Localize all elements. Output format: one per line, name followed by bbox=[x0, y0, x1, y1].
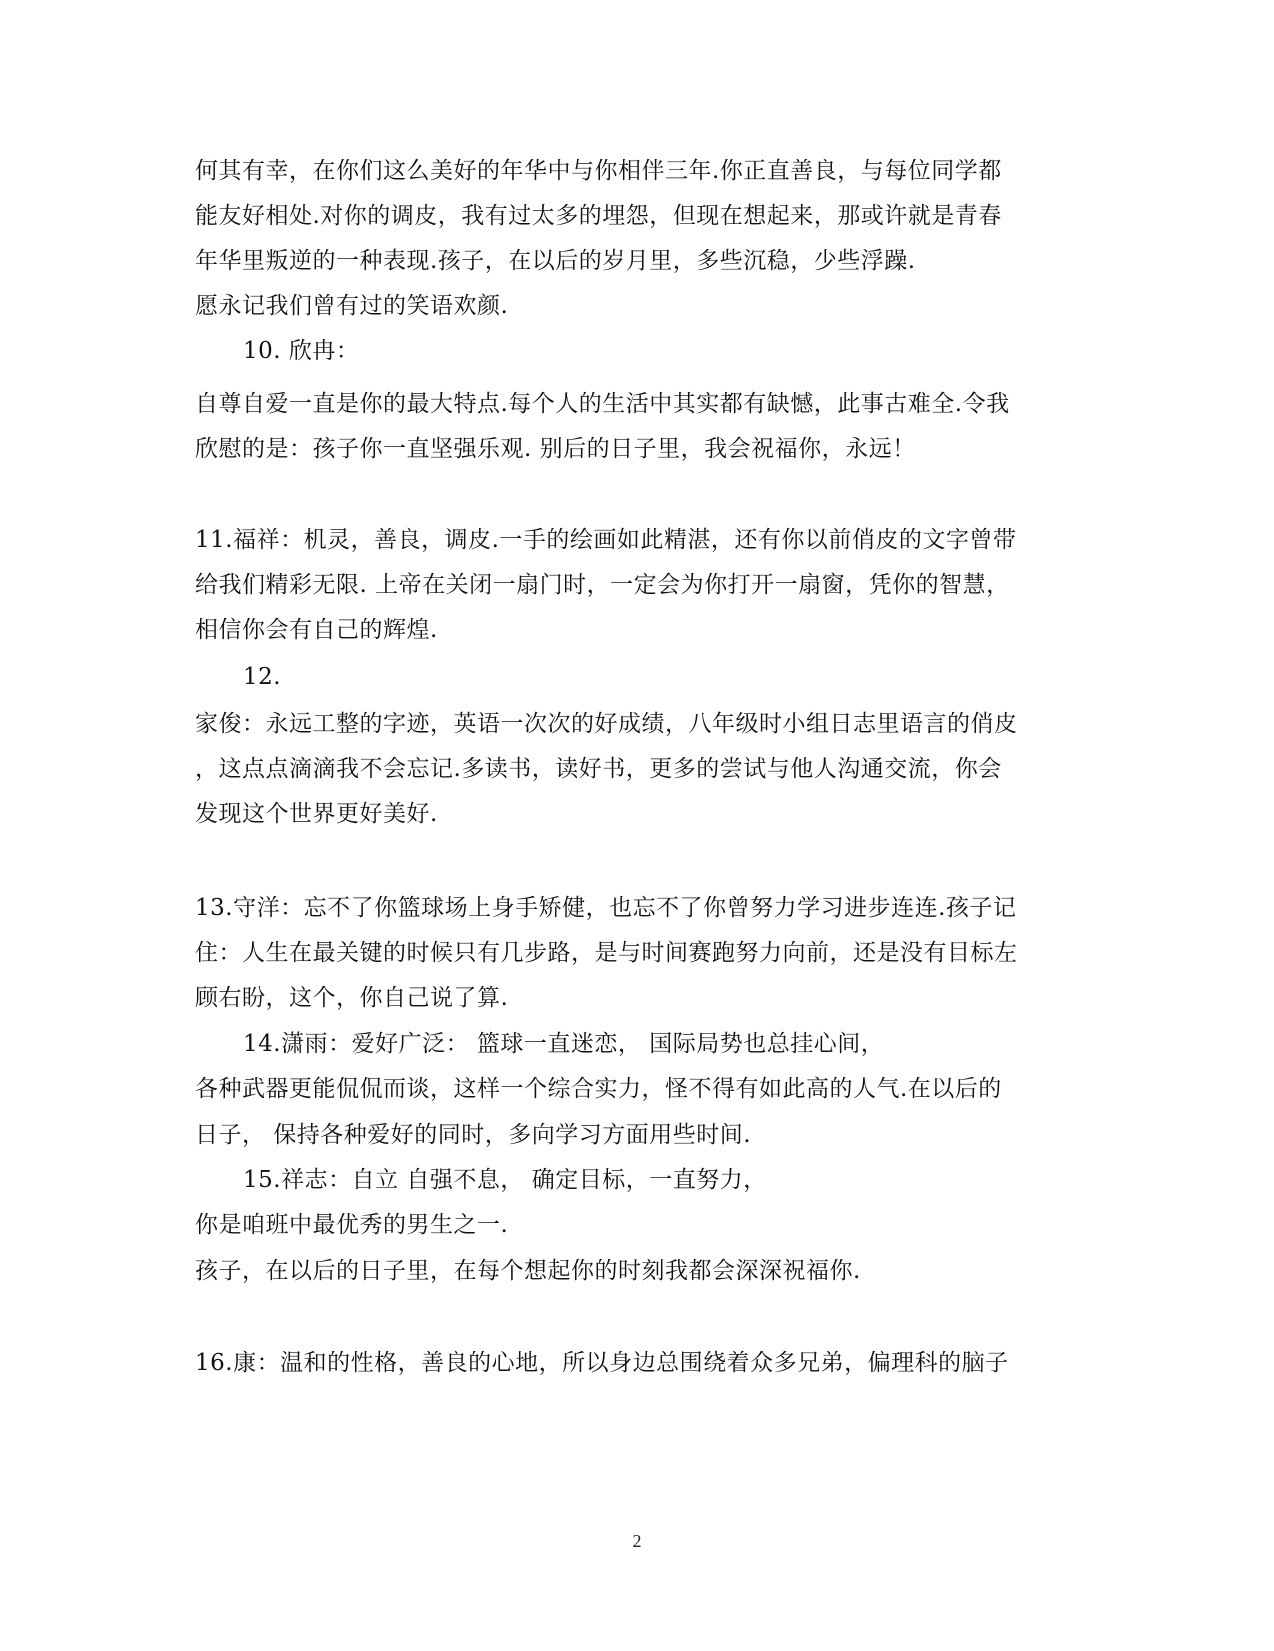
text-line: 11.福祥：机灵，善良，调皮.一手的绘画如此精湛，还有你以前俏皮的文字曾带 bbox=[195, 527, 1017, 553]
text-line: ，这点点滴滴我不会忘记.多读书，读好书，更多的尝试与他人沟通交流，你会 bbox=[195, 756, 1002, 782]
text-line: 相信你会有自己的辉煌. bbox=[195, 617, 438, 643]
text-line: 能友好相处.对你的调皮，我有过太多的埋怨，但现在想起来，那或许就是青春 bbox=[195, 203, 1002, 229]
item-heading: 14.潇雨：爱好广泛： 篮球一直迷恋， 国际局势也总挂心间， bbox=[243, 1031, 885, 1057]
text-line: 孩子，在以后的日子里，在每个想起你的时刻我都会深深祝福你. bbox=[195, 1258, 861, 1284]
page-number: 2 bbox=[632, 1531, 642, 1551]
text-line: 日子， 保持各种爱好的同时，多向学习方面用些时间. bbox=[195, 1122, 752, 1148]
text-line: 何其有幸，在你们这么美好的年华中与你相伴三年.你正直善良，与每位同学都 bbox=[195, 158, 1002, 184]
text-line: 年华里叛逆的一种表现.孩子，在以后的岁月里，多些沉稳，少些浮躁. bbox=[195, 248, 916, 274]
text-line: 16.康：温和的性格，善良的心地，所以身边总围绕着众多兄弟，偏理科的脑子 bbox=[195, 1350, 1009, 1376]
text-line: 家俊：永远工整的字迹，英语一次次的好成绩，八年级时小组日志里语言的俏皮 bbox=[195, 711, 1018, 737]
text-line: 顾右盼，这个，你自己说了算. bbox=[195, 985, 509, 1011]
text-line: 各种武器更能侃侃而谈，这样一个综合实力，怪不得有如此高的人气.在以后的 bbox=[195, 1076, 1002, 1102]
text-line: 住：人生在最关键的时候只有几步路，是与时间赛跑努力向前，还是没有目标左 bbox=[195, 940, 1018, 966]
text-line: 13.守洋：忘不了你篮球场上身手矫健，也忘不了你曾努力学习进步连连.孩子记 bbox=[195, 895, 1017, 921]
item-heading: 10. 欣冉： bbox=[243, 338, 360, 364]
text-line: 你是咱班中最优秀的男生之一. bbox=[195, 1212, 509, 1238]
text-line: 发现这个世界更好美好. bbox=[195, 801, 438, 827]
text-line: 自尊自爱一直是你的最大特点.每个人的生活中其实都有缺憾，此事古难全.令我 bbox=[195, 391, 1010, 417]
item-heading: 15.祥志：自立 自强不息， 确定目标，一直努力， bbox=[243, 1167, 767, 1193]
text-line: 欣慰的是：孩子你一直坚强乐观. 别后的日子里，我会祝福你，永远！ bbox=[195, 436, 916, 462]
item-heading: 12. bbox=[243, 664, 282, 690]
text-line: 愿永记我们曾有过的笑语欢颜. bbox=[195, 293, 509, 319]
text-line: 给我们精彩无限. 上帝在关闭一扇门时，一定会为你打开一扇窗，凭你的智慧， bbox=[195, 572, 1010, 598]
